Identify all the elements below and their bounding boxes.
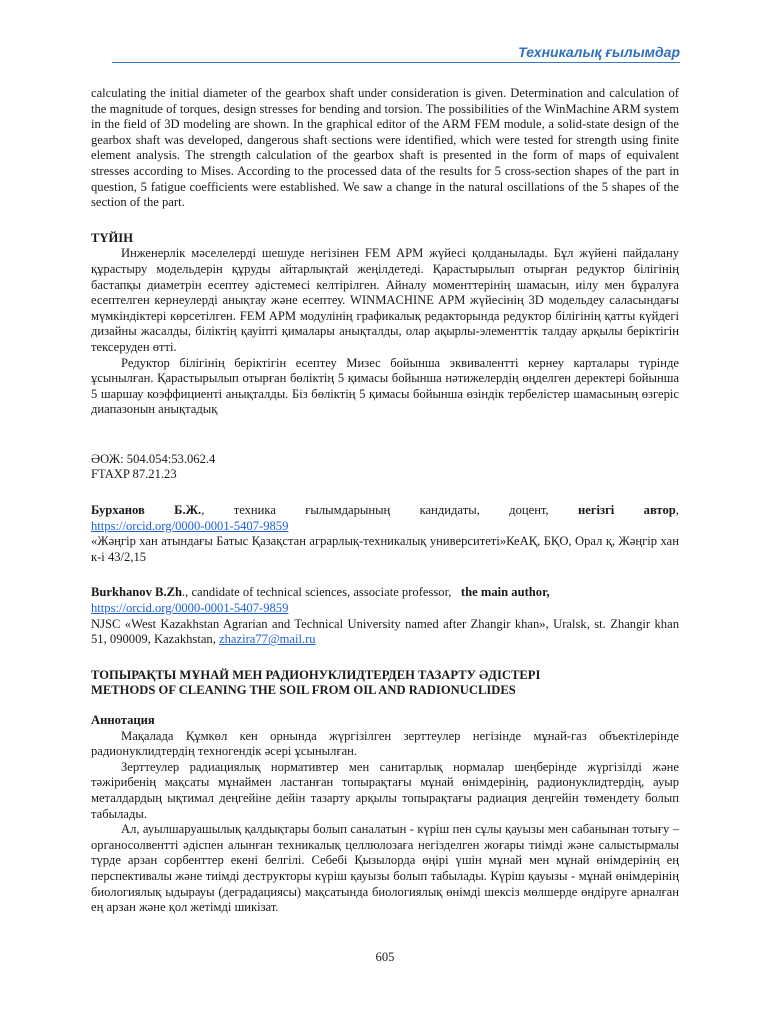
tuyin-paragraph-1: Инженерлік мәселелерді шешуде негізінен FEM APM жүйесі қолданылады. Бұл жүйені пайдалану құрастыру модельдерін құруды айтарлықтай жеңілдетеді. Қарастырылып отырған редуктор білігінің бастапқы диаметрін есептеу әдістемесі келтірілген. Айналу моменттерінің шамасын, иілу мен бұралуға есептелген кернеулерді анықтау және есептеу. WINMACHINE APM жүйесінің 3D модельдеу саласындағы мүмкіндіктері көрсетілген. FEM APM модулінің графикалық редакторында редуктор білігінің қатты күйдегі дизайны жасалды, біліктің қауіпті қималары анықталды, олар ақырлы-элементтік талдау арқылы беріктігін тексеруден өтті. (91, 246, 679, 354)
author-en-affiliation: NJSC «West Kazakhstan Agrarian and Technical University named after Zhangir khan», Uralsk, st. Zhangir khan 51, 090009, Kazakhstan, (91, 616, 679, 647)
author-en-affiliation-line (91, 617, 679, 648)
author-kz-line: Бурханов Б.Ж., техника ғылымдарының кандидаты, доцент, негізгі автор, (91, 503, 679, 518)
english-abstract-continuation: calculating the initial diameter of the gearbox shaft under consideration is given. Determination and calculation of the magnitude of torques, design stresses for bending and torsion. The possibilities of the WinMachine ARM system in the field of 3D modeling are shown. In the graphical editor of the ARM FEM module, a solid-state design of the gearbox shaft was developed, dangerous shaft sections were identified, which were tested for strength using finite element analysis. The strength calculation of the gearbox shaft is presented in the form of maps of equivalent stresses according to Mises. According to the processed data of the results for 5 cross-section shapes of the part in question, 5 fatigue coefficients were established. We saw a change in the natural oscillations of the 5 shapes of the section of the part. (91, 86, 679, 210)
author-kz-word-5: кандидаты, (419, 503, 480, 518)
author-kz-orcid-link[interactable]: https://orcid.org/0000-0001-5407-9859 (91, 518, 289, 533)
page-content (91, 86, 679, 916)
author-en-description: ., candidate of technical sciences, associate professor, (182, 585, 452, 600)
annotation-heading: Аннотация (91, 713, 155, 727)
author-en-name: Burkhanov B.Zh (91, 585, 182, 600)
author-kz-word-3: техника (233, 503, 276, 518)
author-kz-role: автор (643, 503, 676, 518)
article-title-en: METHODS OF CLEANING THE SOIL FROM OIL AND RADIONUCLIDES (91, 683, 516, 698)
author-kz-affiliation: «Жәңгір хан атындағы Батыс Қазақстан аграрлық-техникалық университеті»КеАҚ, БҚО, Орал қ, Жәңгір хан к-і 43/2,15 (91, 534, 679, 564)
author-en-line (91, 585, 679, 601)
grnti-code: FTAXP 87.21.23 (91, 467, 177, 482)
annotation-paragraph-3: Ал, ауылшаруашылық қалдықтары болып саналатын - күріш пен сұлы қауызы мен сабанынан тотығу – органосолвентті әдіспен алынған техникалық целлюлозаға негізделген жоғары тиімді және салыстырмалы түрде арзан сорбенттер екені белгілі. Себебі Қызылорда өңірі үшін мұнай мен мұнай өнімдерінің ең перспективалы және тиімді деструкторы күріш қауызы болып табылады. Күріш қауызы - мұнай өнімдерінің биологиялық ыдырауы (деградациясы) мақсатында биологиялық өнімді шексіз мөлшерде өндіруге арналған ең арзан және қол жетімді шикізат. (91, 822, 679, 915)
running-header: Техникалық ғылымдар (112, 44, 680, 63)
author-kz-initials: Б.Ж. (174, 503, 202, 518)
tuyin-paragraph-2: Редуктор білігінің беріктігін есептеу Мизес бойынша эквивалентті кернеу карталары түрінде ұсынылған. Қарастырылып отырған бөліктің 5 қимасы бойынша нәтижелердің өңделген деректері бойынша 5 шаршау коэффициенті анықталды. Біз бөліктің 5 қимасы бойынша өзіндік тербелістер шамасының өзгеріс диапазонын анықтадық (91, 355, 679, 417)
article-title-kz: ТОПЫРАҚТЫ МҰНАЙ МЕН РАДИОНУКЛИДТЕРДЕН ТАЗАРТУ ӘДІСТЕРІ (91, 667, 541, 682)
annotation-paragraph-2: Зерттеулер радиациялық нормативтер мен санитарлық нормалар шеңберінде жүргізілді және тәжірибенің мақсаты мұнаймен ластанған топырақтағы мұнай өнімдерінің, радионуклидтердің, ауыр металдардың ықтимал деңгейіне дейін тазарту арқылы топырақтағы радиация деңгейін төмендету болып табылады. (91, 759, 679, 821)
author-kz-surname: Бурханов (91, 503, 145, 518)
author-kz-word-6: доцент, (509, 503, 549, 518)
udc-code: ӘОЖ: 504.054:53.062.4 (91, 451, 216, 466)
tuyin-heading: ТҮЙІН (91, 230, 133, 245)
author-email-link[interactable]: zhazira77@mail.ru (219, 632, 316, 647)
annotation-paragraph-1: Мақалада Құмкөл кен орнында жүргізілген зерттеулер негізінде мұнай-газ объектілерінде радионуклидтердің техногендік әсері ұсынылған. (91, 728, 679, 759)
page-number: 605 (375, 950, 395, 964)
author-kz-word-7: негізгі (577, 503, 615, 518)
author-kz-word-4: ғылымдарының (305, 503, 391, 518)
author-en-orcid-link[interactable]: https://orcid.org/0000-0001-5407-9859 (91, 601, 289, 616)
author-en-role: the main author, (460, 585, 550, 600)
